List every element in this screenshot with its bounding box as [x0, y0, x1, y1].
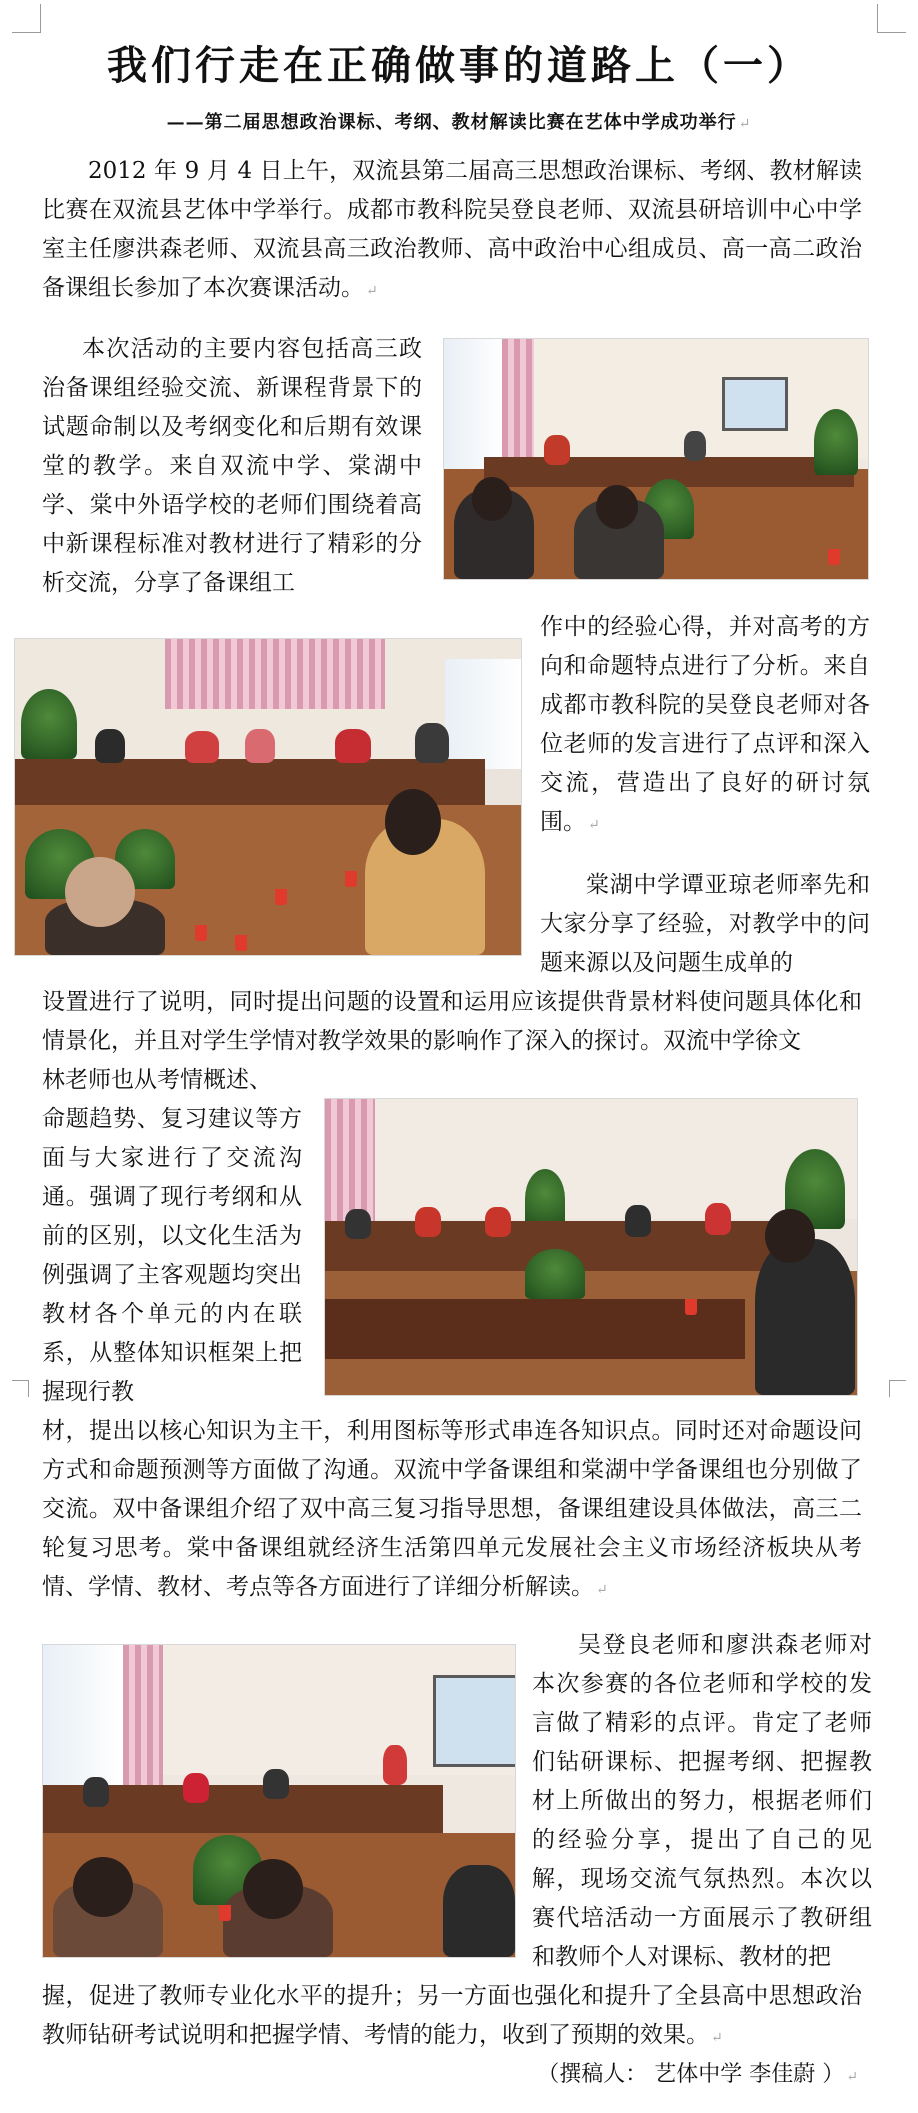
page-corner-mark-top-right [877, 4, 906, 33]
paragraph-mark-icon: ↵ [711, 2030, 723, 2046]
page-corner-mark-left [12, 1380, 29, 1397]
paragraph-1 [42, 152, 862, 311]
paragraph-mark-icon: ↵ [846, 2069, 858, 2085]
paragraph-mark-icon: ↵ [366, 283, 378, 299]
paragraph-2-text-2: 作中的经验心得，并对高考的方向和命题特点进行了分析。来自成都市教科院的吴登良老师对各位老师的发言进行了点评和深入交流，营造出了良好的研讨氛围。 [540, 614, 870, 835]
paragraph-2-part-1 [42, 330, 422, 603]
author-credit-text: （撰稿人： 艺体中学 李佳蔚 ） [537, 2062, 845, 2087]
paragraph-1-text: 2012 年 9 月 4 日上午，双流县第二届高三思想政治课标、考纲、教材解读比赛在双流县艺体中学举行。成都市教科院吴登良老师、双流县研培训中心中学室主任廖洪森老师、双流县高三政治教师、高中政治中心组成员、高一高二政治备课组长参加了本次赛课活动。 [42, 158, 862, 301]
paragraph-3-part-4 [42, 1100, 302, 1412]
author-credit [537, 2057, 858, 2088]
paragraph-4-text-2: 握，促进了教师专业化水平的提升；另一方面也强化和提升了全县高中思想政治教师钻研考试说明和把握学情、考情的能力，收到了预期的效果。 [42, 1983, 862, 2048]
paragraph-3-part-3 [42, 1061, 302, 1100]
page-title [0, 34, 918, 91]
paragraph-2-part-2 [540, 608, 870, 845]
paragraph-3-text-4: 命题趋势、复习建议等方面与大家进行了交流沟通。强调了现行考纲和从前的区别，以文化生活为例强调了主客观题均突出教材各个单元的内在联系，从整体知识框架上把握现行教 [42, 1106, 302, 1405]
paragraph-4-part-2 [42, 1977, 862, 2058]
paragraph-3-part-1 [540, 866, 870, 983]
paragraph-4-part-1 [532, 1626, 872, 1977]
paragraph-3-part-5 [42, 1412, 862, 1610]
page-subtitle-text: ——第二届思想政治课标、考纲、教材解读比赛在艺体中学成功举行 [166, 112, 737, 133]
paragraph-3-part-2 [42, 983, 862, 1061]
page-corner-mark-right [889, 1380, 906, 1397]
paragraph-4-text-1: 吴登良老师和廖洪森老师对本次参赛的各位老师和学校的发言做了精彩的点评。肯定了老师们钻研课标、把握考纲、把握教材上所做出的努力，根据老师们的经验分享，提出了自己的见解，现场交流气氛热烈。本次以赛代培活动一方面展示了教研组和教师个人对课标、教材的把 [532, 1632, 872, 1970]
page-subtitle [0, 108, 918, 134]
page-title-text: 我们行走在正确做事的道路上（一） [107, 42, 811, 89]
paragraph-mark-icon: ↵ [738, 116, 752, 132]
paragraph-3-text-3: 林老师也从考情概述、 [42, 1067, 272, 1093]
meeting-photo-2 [14, 638, 522, 956]
paragraph-2-text-1: 本次活动的主要内容包括高三政治备课组经验交流、新课程背景下的试题命制以及考纲变化和后期有效课堂的教学。来自双流中学、棠湖中学、棠中外语学校的老师们围绕着高中新课程标准对教材进行了精彩的分析交流，分享了备课组工 [42, 336, 422, 596]
paragraph-mark-icon: ↵ [588, 817, 600, 833]
paragraph-mark-icon: ↵ [596, 1582, 608, 1598]
paragraph-3-text-2: 设置进行了说明，同时提出问题的设置和运用应该提供背景材料使问题具体化和情景化，并且对学生学情对教学效果的影响作了深入的探讨。双流中学徐文 [42, 989, 862, 1054]
meeting-photo-1 [443, 338, 869, 580]
meeting-photo-4 [42, 1644, 516, 1958]
paragraph-3-text-5: 材，提出以核心知识为主干，利用图标等形式串连各知识点。同时还对命题设问方式和命题预测等方面做了沟通。双流中学备课组和棠湖中学备课组也分别做了交流。双中备课组介绍了双中高三复习指导思想，备课组建设具体做法，高三二轮复习思考。棠中备课组就经济生活第四单元发展社会主义市场经济板块从考情、学情、教材、考点等各方面进行了详细分析解读。 [42, 1418, 862, 1600]
meeting-photo-3 [324, 1098, 858, 1396]
paragraph-3-text-1: 棠湖中学谭亚琼老师率先和大家分享了经验，对教学中的问题来源以及问题生成单的 [540, 872, 870, 976]
page-corner-mark-top-left [12, 4, 41, 33]
